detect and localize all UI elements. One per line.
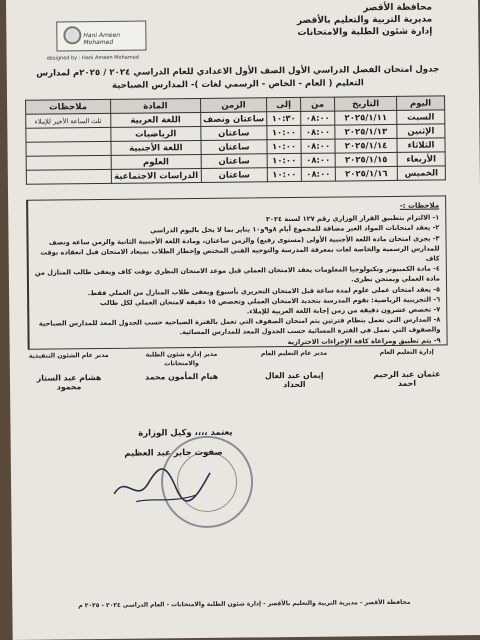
cell-subject: اللغة الأجنبية	[111, 140, 201, 155]
cell-to: ١٠:٠٠	[267, 125, 301, 139]
note-item: ٧- تخصص عشرون دقيقة من زمن إجابة اللغة العربية للإملاء.	[246, 305, 441, 316]
header-duration: الزمن	[200, 98, 266, 113]
cell-notes: ثلث الساعة الأخير للإملاء	[26, 113, 111, 128]
header-subject: المادة	[110, 98, 200, 113]
cell-from: ٠٨:٠٠	[301, 153, 335, 167]
directorate-line: مديرية التربية والتعليم بالأقصر	[296, 14, 433, 26]
signature-block	[253, 349, 336, 400]
note-item: ٣- يجرى امتحان مادة اللغة الأجنبية الأولى (مستوى رفيع) والزمن ساعتان، ومادة اللغة الأجنبية الثانية والزمن ساعة ونصف للمدارس الرسمية والخاصة لغات بمعرفة المدرسة والتوجيه الفني المختص وإخطار الطلاب بميعاد الامتحان قبل انعقاده بوقت كاف	[40, 234, 440, 263]
signature-name: هشام عبد الستار محمود	[36, 373, 102, 392]
designer-logo-name: Hani Ameen Mohamed	[83, 31, 121, 47]
cell-from: ٠٨:٠٠	[301, 111, 335, 125]
cell-date: ٢٠٢٥/١/١٣	[335, 124, 397, 139]
signature-name: عثمان عبد الرحيم احمد	[373, 369, 441, 388]
approval-text: يعتمد ،،،، وكيل الوزارة	[138, 427, 233, 439]
cell-to: ١٠:٣٠	[267, 111, 301, 125]
header-date: التاريخ	[335, 96, 397, 111]
administration-line: إدارة شئون الطلبة والامتحانات	[297, 26, 433, 38]
designer-logo-icon	[63, 26, 81, 44]
signature-role: إدارة التعليم العام	[379, 348, 434, 357]
cell-day: الإثنين	[397, 124, 445, 139]
governorate-line: محافظة الأقصر	[363, 2, 433, 14]
designer-logo-box	[56, 21, 146, 52]
signature-block	[140, 350, 223, 401]
note-item: ٥- يعقد امتحان عملي علوم لمدة ساعة قبل الامتحان التحريري بأسبوع ويعفى طلاب المنازل من العملي فقط.	[87, 285, 441, 297]
handwritten-signature-icon	[106, 453, 217, 514]
signatures-row	[28, 347, 449, 401]
cell-date: ٢٠٢٥/١/١٥	[335, 152, 397, 167]
note-item: ٨- المدارس التي تعمل بنظام فترتين يتم امتحان الصفوف التي تعمل بالفترة الصباحية حسب الجدول المعد للمدارس الصباحية والصفوف التي تعمل في الفترة المسائية حسب الجدول المعد للمدارس المسائية.	[38, 315, 441, 337]
designer-caption: designed by : Hani Ameen Mohamed	[46, 54, 139, 62]
cell-duration: ساعتان	[201, 168, 267, 183]
note-item: ٦- التجريبية الرياضية: تقوم المدرسة بتحديد الامتحان العملي وتخصص ١٥ دقيقة لامتحان العملي لكل طالب	[99, 295, 441, 307]
cell-date: ٢٠٢٥/١/١٤	[335, 138, 397, 153]
cell-day: الأربعاء	[397, 152, 445, 167]
cell-to: ١٠:٠٠	[267, 167, 301, 181]
cell-to: ١٠:٠٠	[267, 153, 301, 167]
signature-name: إيمان عبد العال الحداد	[264, 370, 324, 390]
cell-subject: الرياضيات	[111, 126, 201, 141]
cell-notes	[26, 169, 111, 184]
cell-to: ١٠:٠٠	[267, 139, 301, 153]
cell-day: السبت	[397, 110, 445, 125]
exam-schedule-table	[25, 95, 446, 184]
cell-subject: العلوم	[111, 154, 201, 169]
cell-day: الخميس	[397, 166, 445, 181]
cell-day: الثلاثاء	[397, 138, 445, 153]
cell-notes	[26, 127, 111, 142]
header-day: اليوم	[397, 96, 445, 111]
note-item: ٤- مادة الكمبيوتر وتكنولوجيا المعلومات يعقد الامتحان العملي قبل موعد الامتحان النظري بوقت كاف ويعقى طالب المنازل من مادة العملي ويمتحن نظري.	[34, 264, 440, 284]
note-item: ٩- يتم تطبيق ومراعاة كافة الإجراءات الاحترازية	[287, 336, 441, 346]
header-to: إلى	[267, 97, 301, 111]
notes-title: ملاحظات :-	[399, 201, 440, 210]
authority-header	[282, 2, 432, 40]
cell-duration: ساعتان	[201, 154, 267, 169]
cell-from: ٠٨:٠٠	[301, 125, 335, 139]
cell-duration: ساعتان	[201, 126, 267, 141]
cell-subject: الدراسات الاجتماعية	[111, 168, 201, 183]
title-line-2: التعليم ( العام - الخاص - الرسمي لغات )- المدارس الصباحية	[111, 78, 364, 91]
signature-role: مدير عام الشئون التنفيذية	[28, 351, 109, 360]
notes-box	[26, 195, 448, 349]
note-item: ١- الالتزام بتطبيق القرار الوزاري رقم ١٢٧ لسنة ٢٠٢٤	[265, 213, 440, 224]
title-line-1: جدول امتحان الفصل الدراسي الأول الصف الأول الاعدادي للعام الدراسي ٢٠٢٤ / ٢٠٢٥م لمدارس	[36, 64, 440, 79]
header-from: من	[301, 97, 335, 111]
signature-role: مدير إدارة شئون الطلبة والامتحانات	[145, 350, 218, 368]
note-item: ٢- يعقد امتحانات المواد الغير مضافة للمجموع أيام ٨و٩و١٠ يناير بما لا يخل باليوم الدراسي	[150, 223, 440, 235]
cell-notes	[26, 141, 111, 156]
signature-role: مدير عام التعليم العام	[260, 349, 328, 358]
cell-date: ٢٠٢٥/١/١٦	[335, 166, 397, 181]
cell-subject: اللغة العربية	[110, 112, 200, 127]
exam-schedule-document	[6, 0, 480, 640]
cell-date: ٢٠٢٥/١/١١	[335, 110, 397, 125]
table-row	[26, 166, 445, 184]
header-notes: ملاحظات	[26, 99, 111, 114]
approver-name: صفوت جابر عبد العظيم	[124, 447, 223, 459]
cell-duration: ساعتان ونصف	[200, 112, 266, 127]
cell-from: ٠٨:٠٠	[301, 139, 335, 153]
cell-notes	[26, 155, 111, 170]
cell-from: ٠٨:٠٠	[301, 167, 335, 181]
cell-duration: ساعتان	[201, 140, 267, 155]
document-title	[33, 63, 443, 93]
page-footer: محافظة الأقصر - مديرية التربية والتعليم بالأقصر - إدارة شئون الطلبة والامتحانات - العام الدراسي ٢٠٢٤ - ٢٠٢٥ م	[78, 598, 411, 610]
signature-block	[28, 351, 111, 402]
signature-block	[366, 347, 449, 398]
signature-name: هيام المأمون محمد	[145, 371, 219, 382]
